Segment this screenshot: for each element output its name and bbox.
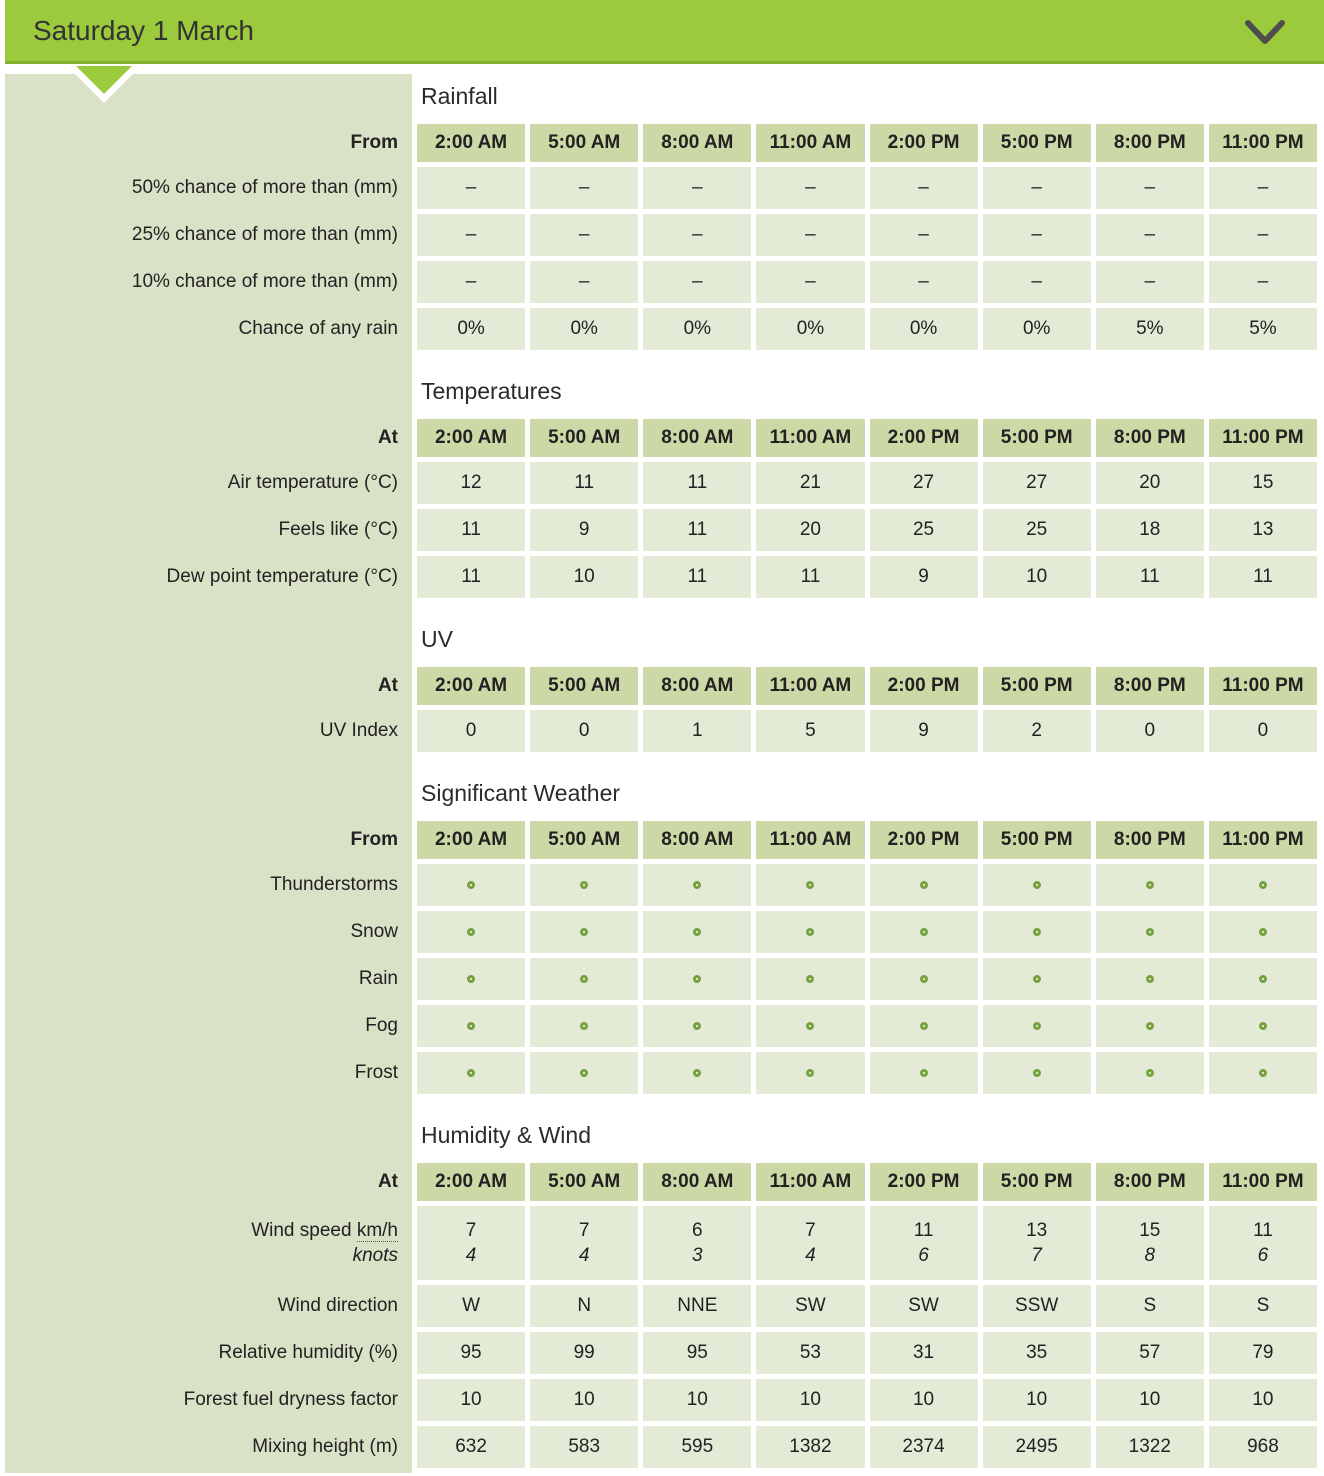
value-cell: –: [983, 167, 1091, 209]
row-label: Feels like (°C): [278, 519, 398, 540]
value-cell: –: [643, 214, 751, 256]
value-cell: 632: [417, 1426, 525, 1468]
row-label: Forest fuel dryness factor: [183, 1389, 398, 1410]
circle-outline-icon: [806, 881, 814, 889]
value-cell: [870, 864, 978, 906]
wind-speed-knots: 8: [1144, 1245, 1156, 1266]
value-cell: [530, 1005, 638, 1047]
time-header-cell: 8:00 PM: [1096, 667, 1204, 705]
value-cell: –: [756, 214, 864, 256]
value-cell: –: [643, 167, 751, 209]
table-rainfall: [0, 124, 1317, 350]
row-label: Chance of any rain: [238, 318, 398, 339]
circle-outline-icon: [693, 928, 701, 936]
table-significant-weather: [0, 821, 1317, 1094]
value-cell: 595: [643, 1426, 751, 1468]
time-header-cell: 11:00 PM: [1209, 419, 1317, 457]
value-cell: 0%: [870, 308, 978, 350]
value-cell: 11: [756, 556, 864, 598]
value-cell: 11: [417, 509, 525, 551]
value-cell: 968: [1209, 1426, 1317, 1468]
wind-speed-knots: 6: [1257, 1245, 1269, 1266]
value-cell: [643, 1052, 751, 1094]
circle-outline-icon: [920, 1022, 928, 1030]
value-cell: 10: [530, 1379, 638, 1421]
value-cell: –: [417, 167, 525, 209]
value-cell: 0%: [756, 308, 864, 350]
time-header-cell: 2:00 PM: [870, 821, 978, 859]
circle-outline-icon: [693, 1022, 701, 1030]
wind-speed-knots: 6: [918, 1245, 929, 1266]
time-header-cell: 5:00 PM: [983, 821, 1091, 859]
value-cell: –: [1096, 167, 1204, 209]
value-cell: 0%: [417, 308, 525, 350]
value-cell: 9: [870, 556, 978, 598]
value-cell: [983, 1052, 1091, 1094]
time-header-cell: 8:00 PM: [1096, 1163, 1204, 1201]
value-cell: 35: [983, 1332, 1091, 1374]
value-cell: 0%: [983, 308, 1091, 350]
row-label: Wind direction: [277, 1295, 398, 1316]
value-cell: –: [870, 167, 978, 209]
circle-outline-icon: [920, 881, 928, 889]
time-header-cell: 11:00 AM: [756, 821, 864, 859]
value-cell: [417, 1052, 525, 1094]
value-cell: 18: [1096, 509, 1204, 551]
value-cell: 10: [530, 556, 638, 598]
row-label: Mixing height (m): [252, 1436, 398, 1457]
row-label: 50% chance of more than (mm): [131, 177, 398, 198]
time-header-cell: 5:00 PM: [983, 419, 1091, 457]
time-header-cell: 11:00 PM: [1209, 667, 1317, 705]
time-header-cell: 2:00 AM: [417, 667, 525, 705]
value-cell: [1209, 1052, 1317, 1094]
row-label: Snow: [350, 921, 398, 942]
value-cell: [417, 911, 525, 953]
circle-outline-icon: [1146, 975, 1154, 983]
wind-speed-kmh: 7: [805, 1220, 816, 1241]
value-cell: 20: [1096, 462, 1204, 504]
wind-speed-kmh: 15: [1139, 1220, 1161, 1241]
wind-speed-kmh: 7: [465, 1220, 477, 1241]
time-header-cell: 5:00 PM: [983, 124, 1091, 162]
time-axis-label: From: [350, 829, 398, 850]
value-cell: –: [530, 214, 638, 256]
value-cell: 11: [643, 556, 751, 598]
value-cell: 10: [643, 1379, 751, 1421]
value-cell: 0%: [530, 308, 638, 350]
value-cell: 10: [983, 556, 1091, 598]
value-cell: 0: [417, 710, 525, 752]
value-cell: 79: [1209, 1332, 1317, 1374]
value-cell: [983, 958, 1091, 1000]
value-cell: 27: [870, 462, 978, 504]
row-label: [0, 1206, 412, 1280]
time-header-cell: 2:00 AM: [417, 124, 525, 162]
time-axis-label: From: [350, 132, 398, 153]
value-cell: 10: [756, 1379, 864, 1421]
value-cell: [870, 911, 978, 953]
time-header-cell: 11:00 AM: [756, 1163, 864, 1201]
forecast-tables: [0, 74, 1324, 1473]
time-header-cell: 2:00 AM: [417, 1163, 525, 1201]
value-cell: 31: [870, 1332, 978, 1374]
value-cell: 57: [1096, 1332, 1204, 1374]
wind-speed-knots: 4: [578, 1245, 590, 1266]
value-cell: 0%: [643, 308, 751, 350]
value-cell: –: [870, 261, 978, 303]
value-cell: 1382: [756, 1426, 864, 1468]
value-cell: [756, 1052, 864, 1094]
circle-outline-icon: [1033, 881, 1041, 889]
circle-outline-icon: [1146, 1069, 1154, 1077]
value-cell: –: [1096, 214, 1204, 256]
time-header-cell: 8:00 PM: [1096, 124, 1204, 162]
header-pointer: [76, 66, 132, 94]
value-cell: 21: [756, 462, 864, 504]
value-cell: W: [417, 1285, 525, 1327]
circle-outline-icon: [580, 881, 588, 889]
chevron-down-icon[interactable]: [1242, 16, 1288, 48]
time-header-cell: 5:00 PM: [983, 667, 1091, 705]
value-cell: 25: [983, 509, 1091, 551]
time-header-cell: 11:00 AM: [756, 419, 864, 457]
value-cell: –: [870, 214, 978, 256]
time-header-cell: 5:00 AM: [530, 821, 638, 859]
value-cell: SW: [756, 1285, 864, 1327]
time-header-cell: 5:00 AM: [530, 419, 638, 457]
value-cell: 15: [1209, 462, 1317, 504]
time-header-cell: 5:00 AM: [530, 124, 638, 162]
value-cell: 5%: [1096, 308, 1204, 350]
value-cell: [756, 958, 864, 1000]
value-cell: 1322: [1096, 1426, 1204, 1468]
value-cell: [756, 864, 864, 906]
table-humidity-wind: [0, 1163, 1317, 1468]
table-temperatures: [0, 419, 1317, 598]
value-cell: [1209, 864, 1317, 906]
time-header-cell: 5:00 AM: [530, 667, 638, 705]
value-cell: [1209, 911, 1317, 953]
section-title-humidity-wind: Humidity & Wind: [412, 1094, 1317, 1163]
time-axis-label: At: [377, 427, 398, 448]
value-cell: SSW: [983, 1285, 1091, 1327]
circle-outline-icon: [1259, 975, 1267, 983]
circle-outline-icon: [467, 975, 475, 983]
row-label: Air temperature (°C): [227, 472, 398, 493]
circle-outline-icon: [580, 928, 588, 936]
value-cell: [643, 864, 751, 906]
value-cell: 10: [1209, 1379, 1317, 1421]
circle-outline-icon: [1259, 1022, 1267, 1030]
time-header-cell: 5:00 AM: [530, 1163, 638, 1201]
value-cell: 0: [530, 710, 638, 752]
value-cell: –: [756, 167, 864, 209]
value-cell: 10: [870, 1379, 978, 1421]
value-cell: 11: [530, 462, 638, 504]
circle-outline-icon: [1259, 1069, 1267, 1077]
value-cell: –: [983, 214, 1091, 256]
time-header-cell: 2:00 PM: [870, 667, 978, 705]
value-cell: –: [530, 261, 638, 303]
wind-speed-kmh: 11: [1253, 1220, 1273, 1241]
circle-outline-icon: [693, 881, 701, 889]
time-axis-label: At: [377, 675, 398, 696]
time-header-cell: 2:00 PM: [870, 1163, 978, 1201]
value-cell: –: [530, 167, 638, 209]
value-cell: [1096, 958, 1204, 1000]
row-label: 10% chance of more than (mm): [131, 271, 398, 292]
time-header-cell: 2:00 PM: [870, 419, 978, 457]
row-label: 25% chance of more than (mm): [131, 224, 398, 245]
table-uv: [0, 667, 1317, 752]
section-title-temperatures: Temperatures: [412, 350, 1317, 419]
value-cell: 10: [983, 1379, 1091, 1421]
row-label: Rain: [358, 968, 398, 989]
value-cell: 53: [756, 1332, 864, 1374]
value-cell: –: [417, 261, 525, 303]
circle-outline-icon: [467, 1022, 475, 1030]
wind-speed-knots: 3: [692, 1245, 703, 1266]
day-title: Saturday 1 March: [33, 14, 254, 46]
value-cell: 11: [643, 509, 751, 551]
value-cell: 11: [1209, 556, 1317, 598]
time-header-cell: 11:00 AM: [756, 667, 864, 705]
value-cell: 99: [530, 1332, 638, 1374]
value-cell: [1096, 1206, 1204, 1280]
value-cell: 1: [643, 710, 751, 752]
circle-outline-icon: [467, 881, 475, 889]
value-cell: [1096, 911, 1204, 953]
value-cell: NNE: [643, 1285, 751, 1327]
value-cell: S: [1209, 1285, 1317, 1327]
value-cell: [643, 1005, 751, 1047]
kmh-abbr[interactable]: km/h: [356, 1220, 398, 1241]
time-header-cell: 8:00 PM: [1096, 419, 1204, 457]
row-label-main: Wind speed km/h: [251, 1220, 398, 1241]
wind-speed-kmh: 11: [913, 1220, 934, 1241]
value-cell: 27: [983, 462, 1091, 504]
time-axis-label: At: [377, 1171, 398, 1192]
circle-outline-icon: [1146, 881, 1154, 889]
value-cell: –: [417, 214, 525, 256]
value-cell: [756, 911, 864, 953]
row-label-sub: knots: [352, 1245, 398, 1266]
time-header-cell: 8:00 AM: [643, 419, 751, 457]
row-label: Frost: [354, 1062, 398, 1083]
value-cell: 25: [870, 509, 978, 551]
row-label: Dew point temperature (°C): [166, 566, 398, 587]
wind-speed-kmh: 6: [692, 1220, 703, 1241]
value-cell: [1209, 1005, 1317, 1047]
time-header-cell: 8:00 AM: [643, 1163, 751, 1201]
value-cell: –: [643, 261, 751, 303]
value-cell: 11: [417, 556, 525, 598]
value-cell: –: [1209, 214, 1317, 256]
time-header-cell: 11:00 PM: [1209, 821, 1317, 859]
value-cell: [530, 864, 638, 906]
circle-outline-icon: [806, 1022, 814, 1030]
value-cell: 2495: [983, 1426, 1091, 1468]
section-title-rainfall: Rainfall: [412, 74, 1317, 124]
row-label: Thunderstorms: [270, 874, 398, 895]
circle-outline-icon: [1259, 928, 1267, 936]
value-cell: 13: [1209, 509, 1317, 551]
circle-outline-icon: [806, 975, 814, 983]
value-cell: [530, 1052, 638, 1094]
value-cell: [417, 864, 525, 906]
circle-outline-icon: [806, 1069, 814, 1077]
value-cell: 5%: [1209, 308, 1317, 350]
wind-speed-kmh: 7: [578, 1220, 590, 1241]
value-cell: [870, 1052, 978, 1094]
time-header-cell: 8:00 AM: [643, 821, 751, 859]
wind-speed-kmh: 13: [1026, 1220, 1048, 1241]
value-cell: 0: [1209, 710, 1317, 752]
circle-outline-icon: [580, 1069, 588, 1077]
value-cell: 5: [756, 710, 864, 752]
value-cell: –: [1096, 261, 1204, 303]
value-cell: –: [1209, 167, 1317, 209]
value-cell: [643, 958, 751, 1000]
circle-outline-icon: [806, 928, 814, 936]
value-cell: [983, 864, 1091, 906]
value-cell: [417, 1206, 525, 1280]
value-cell: 95: [643, 1332, 751, 1374]
section-humidity-wind: [0, 1094, 1317, 1468]
value-cell: [870, 958, 978, 1000]
section-significant-weather: [0, 752, 1317, 1094]
value-cell: 95: [417, 1332, 525, 1374]
value-cell: [643, 911, 751, 953]
row-label: Fog: [365, 1015, 398, 1036]
value-cell: 10: [417, 1379, 525, 1421]
value-cell: [870, 1005, 978, 1047]
value-cell: [983, 911, 1091, 953]
value-cell: [1209, 1206, 1317, 1280]
value-cell: [756, 1206, 864, 1280]
value-cell: SW: [870, 1285, 978, 1327]
value-cell: 10: [1096, 1379, 1204, 1421]
time-header-cell: 5:00 PM: [983, 1163, 1091, 1201]
value-cell: [530, 911, 638, 953]
value-cell: [530, 1206, 638, 1280]
circle-outline-icon: [1259, 881, 1267, 889]
sections-container: [0, 74, 1324, 1468]
time-header-cell: 11:00 PM: [1209, 1163, 1317, 1201]
circle-outline-icon: [1146, 1022, 1154, 1030]
day-header-bar[interactable]: [5, 0, 1324, 64]
value-cell: [1209, 958, 1317, 1000]
time-header-cell: 8:00 AM: [643, 124, 751, 162]
section-rainfall: [0, 74, 1317, 350]
value-cell: 583: [530, 1426, 638, 1468]
value-cell: [870, 1206, 978, 1280]
value-cell: [1096, 1005, 1204, 1047]
circle-outline-icon: [1033, 975, 1041, 983]
circle-outline-icon: [1033, 928, 1041, 936]
circle-outline-icon: [467, 1069, 475, 1077]
circle-outline-icon: [1033, 1022, 1041, 1030]
time-header-cell: 2:00 AM: [417, 821, 525, 859]
time-header-cell: 2:00 AM: [417, 419, 525, 457]
value-cell: 20: [756, 509, 864, 551]
value-cell: 2: [983, 710, 1091, 752]
value-cell: [530, 958, 638, 1000]
section-temperatures: [0, 350, 1317, 598]
circle-outline-icon: [580, 1022, 588, 1030]
value-cell: –: [983, 261, 1091, 303]
value-cell: –: [1209, 261, 1317, 303]
value-cell: S: [1096, 1285, 1204, 1327]
value-cell: [756, 1005, 864, 1047]
circle-outline-icon: [467, 928, 475, 936]
circle-outline-icon: [920, 1069, 928, 1077]
circle-outline-icon: [580, 975, 588, 983]
circle-outline-icon: [693, 1069, 701, 1077]
row-label: Relative humidity (%): [218, 1342, 398, 1363]
circle-outline-icon: [920, 975, 928, 983]
value-cell: 9: [530, 509, 638, 551]
time-header-cell: 8:00 AM: [643, 667, 751, 705]
value-cell: 9: [870, 710, 978, 752]
wind-speed-knots: 4: [805, 1245, 816, 1266]
value-cell: 12: [417, 462, 525, 504]
value-cell: [983, 1206, 1091, 1280]
time-header-cell: 8:00 PM: [1096, 821, 1204, 859]
circle-outline-icon: [693, 975, 701, 983]
section-uv: [0, 598, 1317, 752]
wind-speed-knots: 7: [1031, 1245, 1042, 1266]
value-cell: 2374: [870, 1426, 978, 1468]
value-cell: N: [530, 1285, 638, 1327]
time-header-cell: 2:00 PM: [870, 124, 978, 162]
time-header-cell: 11:00 PM: [1209, 124, 1317, 162]
value-cell: 0: [1096, 710, 1204, 752]
section-title-uv: UV: [412, 598, 1317, 667]
value-cell: [417, 958, 525, 1000]
value-cell: 11: [1096, 556, 1204, 598]
value-cell: [1096, 864, 1204, 906]
time-header-cell: 11:00 AM: [756, 124, 864, 162]
circle-outline-icon: [1146, 928, 1154, 936]
circle-outline-icon: [920, 928, 928, 936]
value-cell: 11: [643, 462, 751, 504]
row-label: UV Index: [319, 720, 398, 741]
value-cell: [1096, 1052, 1204, 1094]
wind-speed-knots: 4: [465, 1245, 477, 1266]
value-cell: [983, 1005, 1091, 1047]
value-cell: [643, 1206, 751, 1280]
circle-outline-icon: [1033, 1069, 1041, 1077]
value-cell: –: [756, 261, 864, 303]
value-cell: [417, 1005, 525, 1047]
section-title-significant-weather: Significant Weather: [412, 752, 1317, 821]
